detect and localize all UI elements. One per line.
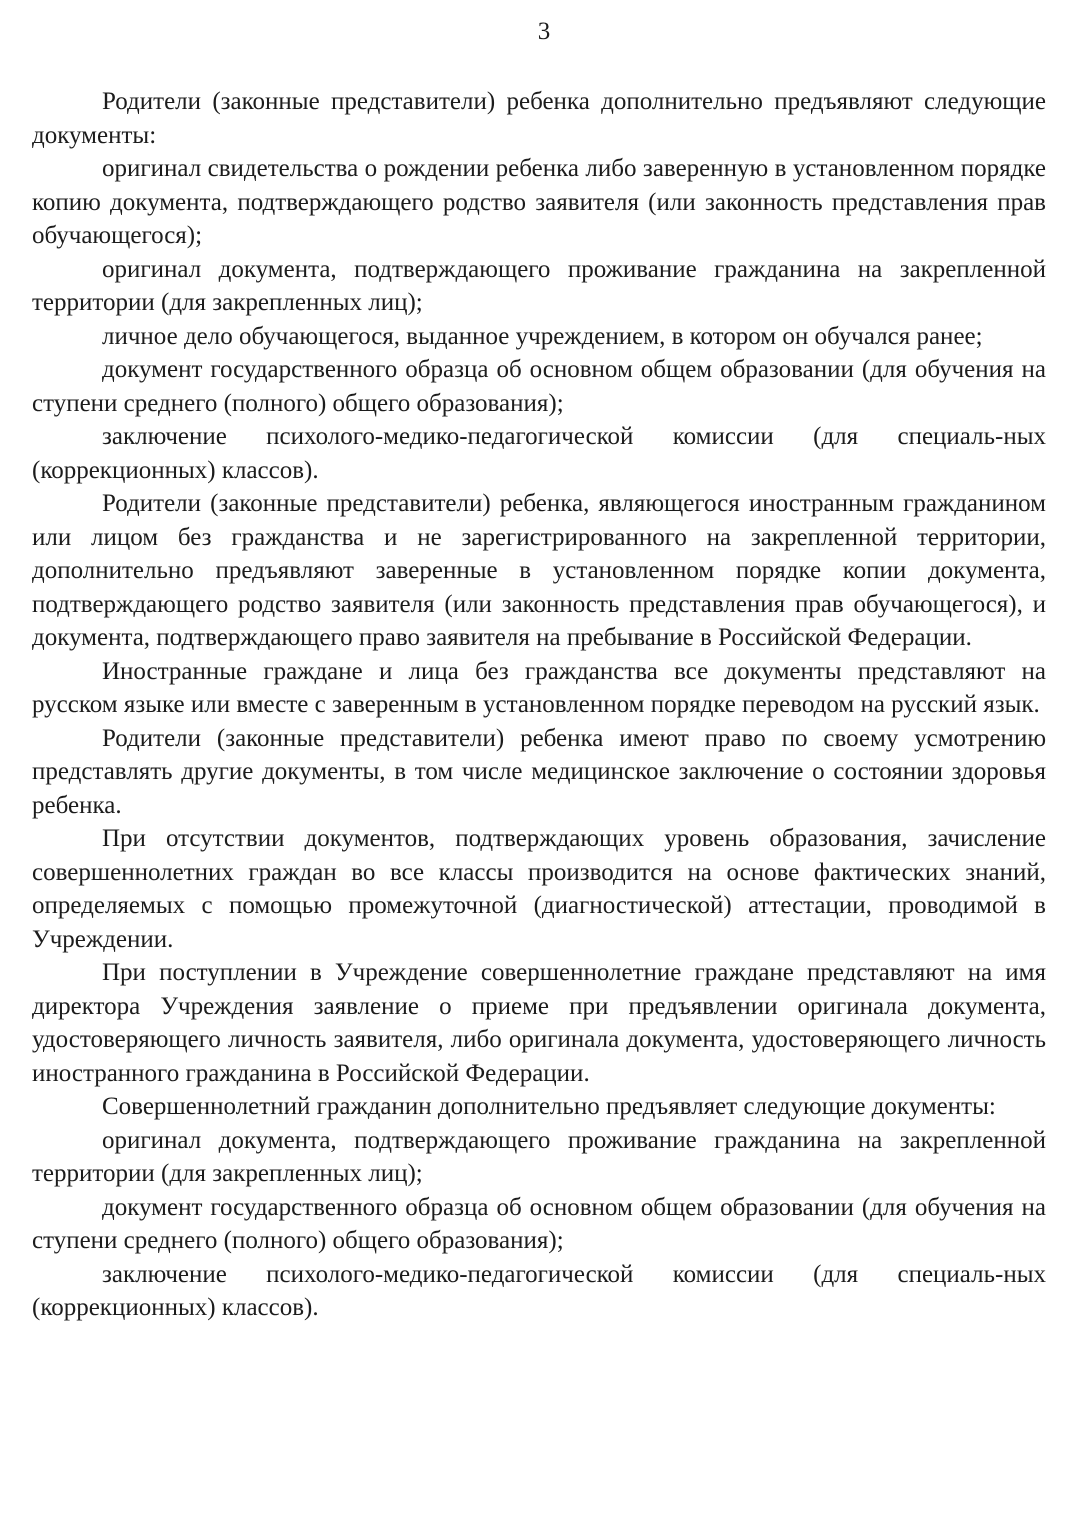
paragraph-adult-residence-document: оригинал документа, подтверждающего проживание гражданина на закрепленной территории (для закрепленных лиц); bbox=[32, 1126, 1046, 1187]
paragraph-adult-education-certificate: документ государственного образца об основном общем образовании (для обучения на ступени среднего (полного) общего образования); bbox=[32, 1193, 1046, 1254]
paragraph-no-education-documents: При отсутствии документов, подтверждающих уровень образования, зачисление совершеннолетних граждан во все классы производится на основе фактических знаний, определяемых с помощью промежуточной (диагностической) аттестации, проводимой в Учреждении. bbox=[32, 825, 1046, 953]
document-body bbox=[32, 85, 1046, 1325]
paragraph-adult-documents-intro: Совершеннолетний гражданин дополнительно предъявляет следующие документы: bbox=[102, 1093, 996, 1120]
paragraph-adult-commission-conclusion: заключение психолого-медико-педагогической комиссии (для специаль-ных (коррекционных) классов). bbox=[32, 1260, 1046, 1321]
paragraph-education-certificate: документ государственного образца об основном общем образовании (для обучения на ступени среднего (полного) общего образования); bbox=[32, 356, 1046, 417]
paragraph-parents-documents-intro: Родители (законные представители) ребенка дополнительно предъявляют следующие документы: bbox=[32, 88, 1046, 149]
paragraph-birth-certificate: оригинал свидетельства о рождении ребенка либо заверенную в установленном порядке копию документа, подтверждающего родство заявителя (или законность представления прав обучающегося); bbox=[32, 155, 1046, 249]
paragraph-other-documents: Родители (законные представители) ребенка имеют право по своему усмотрению представлять другие документы, в том числе медицинское заключение о состоянии здоровья ребенка. bbox=[32, 724, 1046, 819]
paragraph-commission-conclusion: заключение психолого-медико-педагогической комиссии (для специаль-ных (коррекционных) классов). bbox=[32, 423, 1046, 484]
page-number: 3 bbox=[537, 18, 551, 45]
paragraph-foreign-language-documents: Иностранные граждане и лица без гражданства все документы представляют на русском языке или вместе с заверенным в установленном порядке переводом на русский язык. bbox=[32, 657, 1046, 718]
paragraph-personal-file: личное дело обучающегося, выданное учреждением, в котором он обучался ранее; bbox=[102, 322, 983, 350]
paragraph-adult-application: При поступлении в Учреждение совершеннолетние граждане представляют на имя директора Учреждения заявление о приеме при предъявлении оригинала документа, удостоверяющего личность заявителя, либо оригинала документа, удостоверяющего личность иностранного гражданина в Российской Федерации. bbox=[32, 959, 1046, 1087]
paragraph-foreign-child-parents: Родители (законные представители) ребенка, являющегося иностранным гражданином или лицом без гражданства и не зарегистрированного на закрепленной территории, дополнительно предъявляют заверенные в установленном порядке копии документа, подтверждающего родство заявителя (или законность представления прав обучающегося), и документа, подтверждающего право заявителя на пребывание в Российской Федерации. bbox=[32, 490, 1046, 651]
paragraph-residence-document: оригинал документа, подтверждающего проживание гражданина на закрепленной территории (для закрепленных лиц); bbox=[32, 255, 1046, 316]
